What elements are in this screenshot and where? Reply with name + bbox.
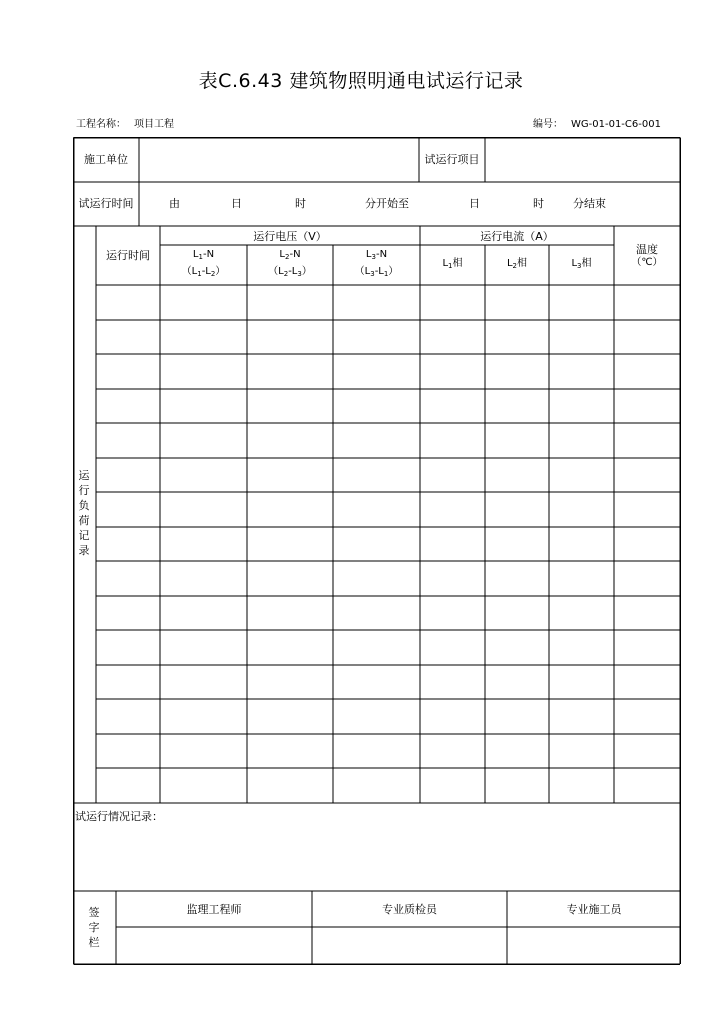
table-cell-time[interactable] — [98, 529, 158, 559]
temperature-unit: （℃） — [631, 257, 663, 268]
table-cell-voltage-l2[interactable] — [249, 425, 331, 455]
table-cell-temperature[interactable] — [616, 529, 678, 559]
time-hour2-text: 时 — [533, 197, 544, 210]
table-cell-temperature[interactable] — [616, 356, 678, 386]
table-cell-voltage-l3[interactable] — [335, 598, 418, 628]
table-cell-voltage-l3[interactable] — [335, 529, 418, 559]
test-item-field[interactable] — [489, 153, 675, 167]
table-cell-voltage-l3[interactable] — [335, 425, 418, 455]
table-cell-voltage-l1[interactable] — [162, 460, 245, 490]
construction-unit-field[interactable] — [143, 153, 413, 167]
current-col-l3: $L_3$相 — [571, 258, 592, 270]
table-cell-voltage-l1[interactable] — [162, 701, 245, 731]
table-cell-current-l2[interactable] — [487, 667, 547, 697]
table-cell-voltage-l1[interactable] — [162, 287, 245, 317]
table-cell-voltage-l2[interactable] — [249, 598, 331, 628]
table-cell-current-l1[interactable] — [422, 391, 483, 421]
table-cell-current-l3[interactable] — [551, 356, 612, 386]
form-code-line — [533, 115, 661, 130]
table-cell-temperature[interactable] — [616, 391, 678, 421]
test-time-label: 试运行时间 — [78, 197, 134, 210]
voltage-col-l3-l1: $(L_3-L_1)$ — [354, 266, 399, 278]
table-cell-voltage-l2[interactable] — [249, 322, 331, 352]
table-cell-time[interactable] — [98, 667, 158, 697]
table-cell-voltage-l2[interactable] — [249, 701, 331, 731]
supervisor-signature-field[interactable] — [118, 933, 310, 959]
table-cell-voltage-l3[interactable] — [335, 460, 418, 490]
table-cell-voltage-l2[interactable] — [249, 667, 331, 697]
time-start-text: 分开始至 — [365, 197, 409, 210]
quality-inspector-header: 专业质检员 — [382, 903, 437, 916]
table-cell-temperature[interactable] — [616, 598, 678, 628]
table-cell-time[interactable] — [98, 494, 158, 524]
voltage-col-l1-n: $L_1-N$ — [192, 249, 215, 261]
table-cell-voltage-l1[interactable] — [162, 356, 245, 386]
project-name-label: 工程名称： — [76, 119, 126, 130]
table-cell-time[interactable] — [98, 770, 158, 800]
table-cell-voltage-l2[interactable] — [249, 770, 331, 800]
table-cell-time[interactable] — [98, 391, 158, 421]
voltage-col-l3-n: $L_3-N$ — [365, 249, 388, 261]
run-time-column-header: 运行时间 — [106, 249, 150, 262]
table-cell-current-l1[interactable] — [422, 356, 483, 386]
table-cell-current-l2[interactable] — [487, 391, 547, 421]
construction-worker-signature-field[interactable] — [509, 933, 679, 959]
table-cell-voltage-l2[interactable] — [249, 529, 331, 559]
table-cell-voltage-l1[interactable] — [162, 632, 245, 662]
table-cell-voltage-l2[interactable] — [249, 287, 331, 317]
signature-section-label: 签字栏 — [88, 906, 100, 949]
table-cell-voltage-l3[interactable] — [335, 356, 418, 386]
current-col-l1: $L_1$相 — [442, 258, 463, 270]
table-cell-time[interactable] — [98, 425, 158, 455]
table-cell-current-l1[interactable] — [422, 322, 483, 352]
table-cell-voltage-l3[interactable] — [335, 494, 418, 524]
form-code-value: WG-01-01-C6-001 — [571, 119, 661, 130]
table-cell-current-l2[interactable] — [487, 494, 547, 524]
table-cell-temperature[interactable] — [616, 701, 678, 731]
table-cell-current-l3[interactable] — [551, 529, 612, 559]
voltage-group-header: 运行电压（V） — [253, 230, 327, 243]
table-cell-voltage-l2[interactable] — [249, 736, 331, 766]
table-cell-voltage-l3[interactable] — [335, 770, 418, 800]
current-col-l2: $L_2$相 — [506, 258, 528, 270]
table-cell-temperature[interactable] — [616, 667, 678, 697]
table-cell-current-l1[interactable] — [422, 701, 483, 731]
supervisor-engineer-header: 监理工程师 — [186, 903, 242, 916]
table-cell-temperature[interactable] — [616, 632, 678, 662]
table-cell-time[interactable] — [98, 701, 158, 731]
table-cell-voltage-l2[interactable] — [249, 494, 331, 524]
record-form-table — [73, 137, 681, 965]
test-item-label: 试运行项目 — [424, 153, 480, 166]
table-cell-current-l3[interactable] — [551, 701, 612, 731]
form-code-label: 编号： — [533, 119, 563, 130]
table-cell-time[interactable] — [98, 563, 158, 593]
table-cell-voltage-l2[interactable] — [249, 391, 331, 421]
time-end-text: 分结束 — [573, 197, 606, 210]
table-cell-current-l3[interactable] — [551, 460, 612, 490]
construction-unit-label: 施工单位 — [84, 153, 128, 166]
table-cell-current-l1[interactable] — [422, 632, 483, 662]
table-cell-current-l3[interactable] — [551, 598, 612, 628]
table-cell-time[interactable] — [98, 632, 158, 662]
table-cell-current-l2[interactable] — [487, 425, 547, 455]
table-cell-temperature[interactable] — [616, 322, 678, 352]
table-cell-time[interactable] — [98, 356, 158, 386]
run-record-label: 试运行情况记录： — [75, 810, 163, 823]
project-name-line — [76, 115, 174, 130]
temperature-header: 温度 — [636, 243, 658, 256]
table-cell-current-l3[interactable] — [551, 736, 612, 766]
table-cell-current-l1[interactable] — [422, 598, 483, 628]
table-cell-voltage-l1[interactable] — [162, 529, 245, 559]
table-cell-temperature[interactable] — [616, 425, 678, 455]
table-cell-temperature[interactable] — [616, 563, 678, 593]
project-name-value: 项目工程 — [134, 119, 174, 130]
table-cell-current-l1[interactable] — [422, 667, 483, 697]
table-cell-voltage-l3[interactable] — [335, 322, 418, 352]
table-cell-voltage-l3[interactable] — [335, 391, 418, 421]
table-cell-current-l3[interactable] — [551, 632, 612, 662]
form-title: 表C.6.43 建筑物照明通电试运行记录 — [198, 70, 524, 92]
table-cell-voltage-l1[interactable] — [162, 494, 245, 524]
current-group-header: 运行电流（A） — [480, 230, 554, 243]
table-cell-current-l2[interactable] — [487, 460, 547, 490]
table-cell-current-l3[interactable] — [551, 563, 612, 593]
table-cell-time[interactable] — [98, 598, 158, 628]
time-day1-text: 日 — [231, 197, 242, 210]
quality-inspector-signature-field[interactable] — [314, 933, 505, 959]
table-cell-current-l1[interactable] — [422, 494, 483, 524]
table-cell-current-l1[interactable] — [422, 529, 483, 559]
table-cell-current-l2[interactable] — [487, 701, 547, 731]
time-hour1-text: 时 — [295, 197, 306, 210]
table-cell-voltage-l2[interactable] — [249, 460, 331, 490]
table-cell-voltage-l3[interactable] — [335, 287, 418, 317]
table-cell-temperature[interactable] — [616, 770, 678, 800]
table-cell-current-l2[interactable] — [487, 632, 547, 662]
table-cell-voltage-l3[interactable] — [335, 632, 418, 662]
table-cell-time[interactable] — [98, 287, 158, 317]
table-cell-current-l1[interactable] — [422, 425, 483, 455]
table-cell-current-l2[interactable] — [487, 356, 547, 386]
table-cell-voltage-l3[interactable] — [335, 563, 418, 593]
table-cell-current-l3[interactable] — [551, 287, 612, 317]
table-cell-temperature[interactable] — [616, 494, 678, 524]
table-cell-current-l1[interactable] — [422, 736, 483, 766]
table-cell-current-l3[interactable] — [551, 322, 612, 352]
table-cell-voltage-l1[interactable] — [162, 598, 245, 628]
table-cell-current-l3[interactable] — [551, 494, 612, 524]
run-record-field[interactable] — [75, 827, 675, 887]
table-cell-current-l3[interactable] — [551, 667, 612, 697]
table-cell-current-l2[interactable] — [487, 563, 547, 593]
table-cell-voltage-l3[interactable] — [335, 667, 418, 697]
table-cell-current-l2[interactable] — [487, 322, 547, 352]
table-cell-current-l2[interactable] — [487, 736, 547, 766]
table-cell-voltage-l1[interactable] — [162, 736, 245, 766]
table-cell-voltage-l1[interactable] — [162, 322, 245, 352]
voltage-col-l1-l2: $(L_1-L_2)$ — [181, 266, 226, 278]
table-cell-current-l2[interactable] — [487, 598, 547, 628]
table-cell-voltage-l3[interactable] — [335, 736, 418, 766]
table-cell-current-l3[interactable] — [551, 770, 612, 800]
table-cell-voltage-l1[interactable] — [162, 667, 245, 697]
table-cell-current-l1[interactable] — [422, 460, 483, 490]
table-cell-voltage-l1[interactable] — [162, 770, 245, 800]
table-cell-current-l2[interactable] — [487, 287, 547, 317]
load-record-section-label: 运行负荷记录 — [78, 469, 90, 557]
table-cell-temperature[interactable] — [616, 460, 678, 490]
construction-worker-header: 专业施工员 — [566, 903, 622, 916]
table-cell-voltage-l3[interactable] — [335, 701, 418, 731]
voltage-col-l2-l3: $(L_2-L_3)$ — [268, 266, 312, 278]
table-cell-current-l1[interactable] — [422, 770, 483, 800]
table-cell-current-l1[interactable] — [422, 563, 483, 593]
table-cell-temperature[interactable] — [616, 736, 678, 766]
voltage-col-l2-n: $L_2-N$ — [279, 249, 301, 261]
table-cell-voltage-l1[interactable] — [162, 563, 245, 593]
table-cell-voltage-l2[interactable] — [249, 632, 331, 662]
table-cell-current-l3[interactable] — [551, 425, 612, 455]
table-cell-current-l2[interactable] — [487, 529, 547, 559]
table-cell-voltage-l1[interactable] — [162, 425, 245, 455]
table-cell-time[interactable] — [98, 460, 158, 490]
table-cell-temperature[interactable] — [616, 287, 678, 317]
table-cell-voltage-l2[interactable] — [249, 356, 331, 386]
table-cell-voltage-l2[interactable] — [249, 563, 331, 593]
time-from-text: 由 — [169, 197, 180, 210]
table-cell-voltage-l1[interactable] — [162, 391, 245, 421]
time-day2-text: 日 — [469, 197, 480, 210]
table-cell-time[interactable] — [98, 736, 158, 766]
table-cell-time[interactable] — [98, 322, 158, 352]
table-cell-current-l2[interactable] — [487, 770, 547, 800]
table-cell-current-l1[interactable] — [422, 287, 483, 317]
table-cell-current-l3[interactable] — [551, 391, 612, 421]
